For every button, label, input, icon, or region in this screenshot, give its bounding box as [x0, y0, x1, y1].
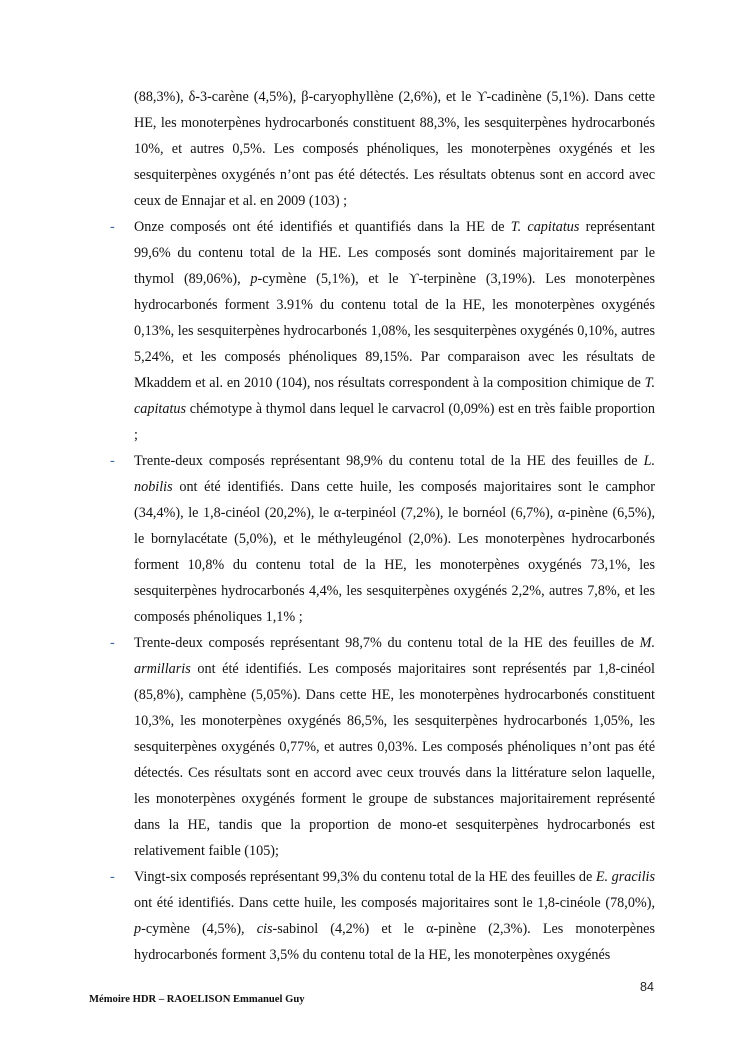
italic-term: M. armillaris	[134, 635, 655, 677]
text-run: ont été identifiés. Dans cette huile, les composés majoritaires sont le camphor (34,4%), le 1,8-cinéol (20,2%), le α-terpinéol (7,2%), le bornéol (6,7%), α-pinène (6,5%), le bornylacétate (5,0%), et le méthyleugénol (2,0%). Les monoterpènes hydrocarbonés forment 10,8% du contenu total de la HE, les monoterpènes oxygénés 73,1%, les sesquiterpènes hydrocarbonés 4,4%, les sesquiterpènes oxygénés 2,2%, autres 7,8%, et les composés phénoliques 1,1% ;	[134, 479, 655, 625]
bullet-item-m-armillaris	[110, 630, 655, 864]
text-run: (88,3%), δ-3-carène (4,5%), β-caryophyllène (2,6%), et le ϒ-cadinène (5,1%). Dans cette HE, les monoterpènes hydrocarbonés constituent 88,3%, les sesquiterpènes hydrocarbonés 10%, et autres 0,5%. Les composés phénoliques, les monoterpènes oxygénés et les sesquiterpènes oxygénés n’ont pas été détectés. Les résultats obtenus sont en accord avec ceux de Ennajar et al. en 2009 (103) ;	[134, 89, 655, 209]
italic-term: T. capitatus	[510, 219, 580, 235]
italic-term: p	[134, 921, 142, 937]
page-body	[0, 84, 745, 968]
text-run: Trente-deux composés représentant 98,7% du contenu total de la HE des feuilles de	[134, 635, 640, 651]
text-run: ont été identifiés. Les composés majoritaires sont représentés par 1,8-cinéol (85,8%), camphène (5,05%). Dans cette HE, les monoterpènes hydrocarbonés constituent 10,3%, les monoterpènes oxygénés 86,5%, les sesquiterpènes hydrocarbonés 1,05%, les sesquiterpènes oxygénés 0,77%, et autres 0,03%. Les composés phénoliques n’ont pas été détectés. Ces résultats sont en accord avec ceux trouvés dans la littérature selon laquelle, les monoterpènes oxygénés forment le groupe de substances majoritairement représenté dans la HE, tandis que la proportion de mono-et sesquiterpènes hydrocarbonés est relativement faible (105);	[134, 661, 655, 859]
bullet-dash: -	[110, 869, 115, 885]
text-run: ont été identifiés. Dans cette huile, les composés majoritaires sont le 1,8-cinéole (78,0%),	[134, 895, 655, 911]
text-run: représentant 99,6% du contenu total de la HE. Les composés sont dominés majoritairement par le thymol (89,06%),	[134, 219, 655, 287]
text-run: Vingt-six composés représentant 99,3% du contenu total de la HE des feuilles de	[134, 869, 596, 885]
italic-term: p	[250, 271, 258, 287]
italic-term: T. capitatus	[134, 375, 655, 417]
text-run: -cymène (5,1%), et le ϒ-terpinène (3,19%). Les monoterpènes hydrocarbonés forment 3.91% du contenu total de la HE, les monoterpènes oxygénés 0,13%, les sesquiterpènes hydrocarbonés 1,08%, les sesquiterpènes oxygénés 0,10%, autres 5,24%, et les composés phénoliques 89,15%. Par comparaison avec les résultats de Mkaddem et al. en 2010 (104), nos résultats correspondent à la composition chimique de	[134, 271, 656, 391]
bullet-dash: -	[110, 453, 115, 469]
text-run: Trente-deux composés représentant 98,9% du contenu total de la HE des feuilles de	[134, 453, 644, 469]
bullet-dash: -	[110, 219, 115, 235]
bullet-dash: -	[110, 635, 115, 651]
text-run: Onze composés ont été identifiés et quantifiés dans la HE de	[134, 219, 511, 235]
text-run: chémotype à thymol dans lequel le carvacrol (0,09%) est en très faible proportion ;	[134, 401, 655, 443]
bullet-item-e-gracilis	[110, 864, 656, 968]
bullet-item-t-capitatus	[110, 214, 656, 448]
bullet-item-l-nobilis	[110, 448, 655, 630]
text-run: -cymène (4,5%),	[141, 921, 257, 937]
italic-term: E. gracilis	[595, 869, 655, 885]
paragraph-continuation	[134, 84, 655, 214]
page-number: 84	[640, 980, 654, 994]
footer-author: Mémoire HDR – RAOELISON Emmanuel Guy	[89, 994, 305, 1005]
italic-term: L. nobilis	[134, 453, 655, 495]
text-run: -sabinol (4,2%) et le α-pinène (2,3%). Les monoterpènes hydrocarbonés forment 3,5% du contenu total de la HE, les monoterpènes oxygénés	[134, 921, 656, 963]
italic-term: cis	[256, 921, 273, 937]
